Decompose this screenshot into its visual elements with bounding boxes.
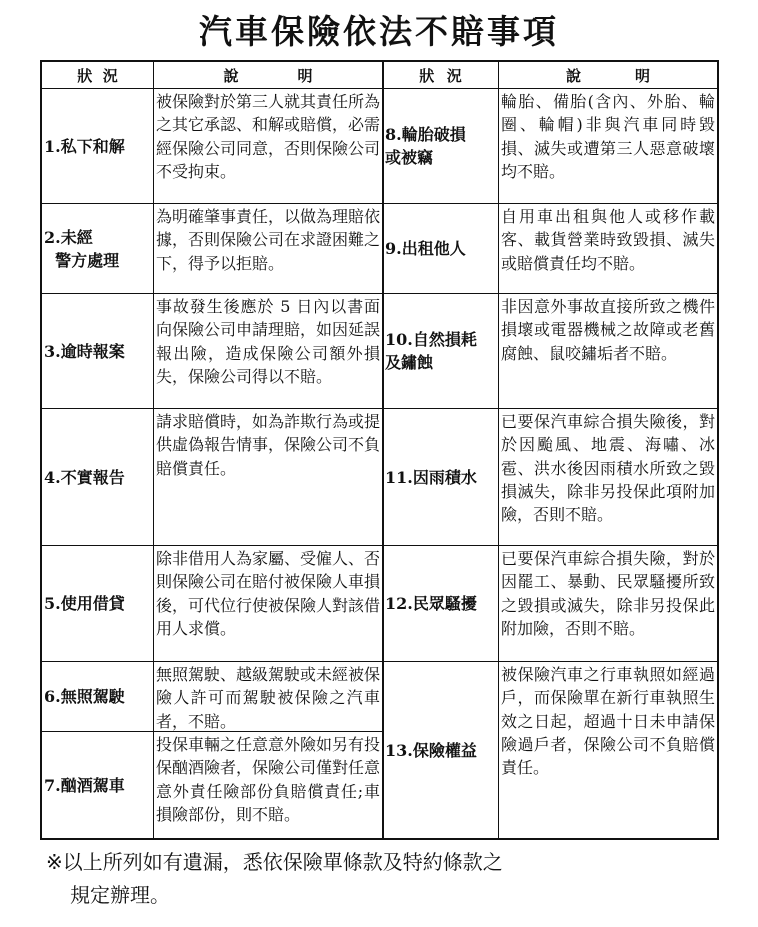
header-char: 狀: [419, 66, 435, 85]
grid-line: [42, 408, 717, 409]
row-4-situation: 4.不實報告: [44, 467, 125, 487]
row-1-situation: 1.私下和解: [44, 136, 125, 156]
row-11-situation: 11.因雨積水: [385, 467, 477, 487]
row-10-explanation: 非因意外事故直接所致之機件損壞或電器機械之故障或老舊腐蝕、鼠咬鏽垢者不賠。: [501, 297, 715, 363]
row-5-situation: 5.使用借貸: [44, 594, 125, 613]
grid-line: [42, 293, 717, 294]
header-char: 況: [446, 66, 462, 85]
row-8-explanation: 輪胎、備胎(含內、外胎、輪圈、輪帽)非與汽車同時毀損、滅失或遭第三人惡意破壞均不賠。: [501, 92, 715, 181]
grid-line: [42, 731, 383, 732]
row-8-situation: 8.輪胎破損 或被竊: [385, 125, 466, 167]
header-char: 況: [102, 66, 118, 85]
grid-line: [42, 545, 717, 546]
grid-line: [42, 661, 717, 662]
grid-line: [42, 203, 717, 204]
footnote: [46, 846, 726, 912]
page-title: 汽車保險依法不賠事項: [199, 12, 559, 51]
header-explanation-left: [154, 62, 382, 88]
row-2-situation: 2.未經 警方處理: [44, 227, 120, 270]
row-13-explanation: 被保險汽車之行車執照如經過戶，而保險單在新行車執照生效之日起，超過十日未申請保險過戶者，保險公司不負賠償責任。: [501, 665, 715, 778]
row-6-situation: 6.無照駕駛: [44, 687, 125, 706]
row-2-explanation: 為明確肇事責任，以做為理賠依據，否則保險公司在求證困難之下，得予以拒賠。: [156, 207, 381, 273]
footnote-line-2: 規定辦理。: [70, 883, 170, 907]
header-situation-right: [383, 62, 498, 88]
row-9-explanation: 自用車出租與他人或移作載客、載貨營業時致毀損、滅失或賠償責任均不賠。: [501, 207, 715, 273]
row-3-explanation: 事故發生後應於 5 日內以書面向保險公司申請理賠，如因延誤報出險，造成保險公司額外損失，保險公司得以不賠。: [156, 297, 381, 386]
exclusions-table: [40, 60, 719, 840]
row-13-situation: 13.保險權益: [385, 740, 477, 760]
row-9-situation: 9.出租他人: [385, 239, 466, 258]
row-6-explanation: 無照駕駛、越級駕駛或未經被保險人許可而駕駛被保險之汽車者，不賠。: [156, 665, 381, 731]
row-3-situation: 3.逾時報案: [44, 341, 125, 361]
header-char: 說: [223, 66, 239, 85]
row-7-situation: 7.酗酒駕車: [44, 775, 125, 795]
grid-line: [382, 62, 384, 838]
grid-line: [153, 62, 154, 838]
row-7-explanation: 投保車輛之任意意外險如另有投保酗酒險者，保險公司僅對任意意外責任險部份負賠償責任;車損險部份，則不賠。: [156, 735, 381, 824]
grid-line: [498, 62, 499, 838]
footnote-line-1: ※以上所列如有遺漏，悉依保險單條款及特約條款之: [46, 850, 503, 874]
header-char: 說: [565, 66, 581, 85]
row-12-situation: 12.民眾騷擾: [385, 594, 477, 613]
header-situation-left: [42, 62, 153, 88]
grid-line: [42, 88, 717, 89]
header-char: 明: [634, 66, 650, 85]
header-char: 明: [297, 66, 313, 85]
header-explanation-right: [499, 62, 717, 88]
row-11-explanation: 已要保汽車綜合損失險後，對於因颱風、地震、海嘯、冰雹、洪水後因雨積水所致之毀損滅失，除非另投保此項附加險，否則不賠。: [501, 412, 715, 525]
row-12-explanation: 已要保汽車綜合損失險，對於因罷工、暴動、民眾騷擾所致之毀損或滅失，除非另投保此附加險，否則不賠。: [501, 549, 715, 638]
row-5-explanation: 除非借用人為家屬、受僱人、否則保險公司在賠付被保險人車損後，可代位行使被保險人對該借用人求償。: [156, 549, 381, 638]
row-4-explanation: 請求賠償時，如為詐欺行為或提供虛偽報告情事，保險公司不負賠償責任。: [156, 412, 381, 478]
header-char: 狀: [77, 66, 93, 85]
row-1-explanation: 被保險對於第三人就其責任所為之其它承認、和解或賠償，必需經保險公司同意，否則保險公司不受拘束。: [156, 92, 381, 181]
row-10-situation: 10.自然損耗 及鏽蝕: [385, 330, 477, 372]
